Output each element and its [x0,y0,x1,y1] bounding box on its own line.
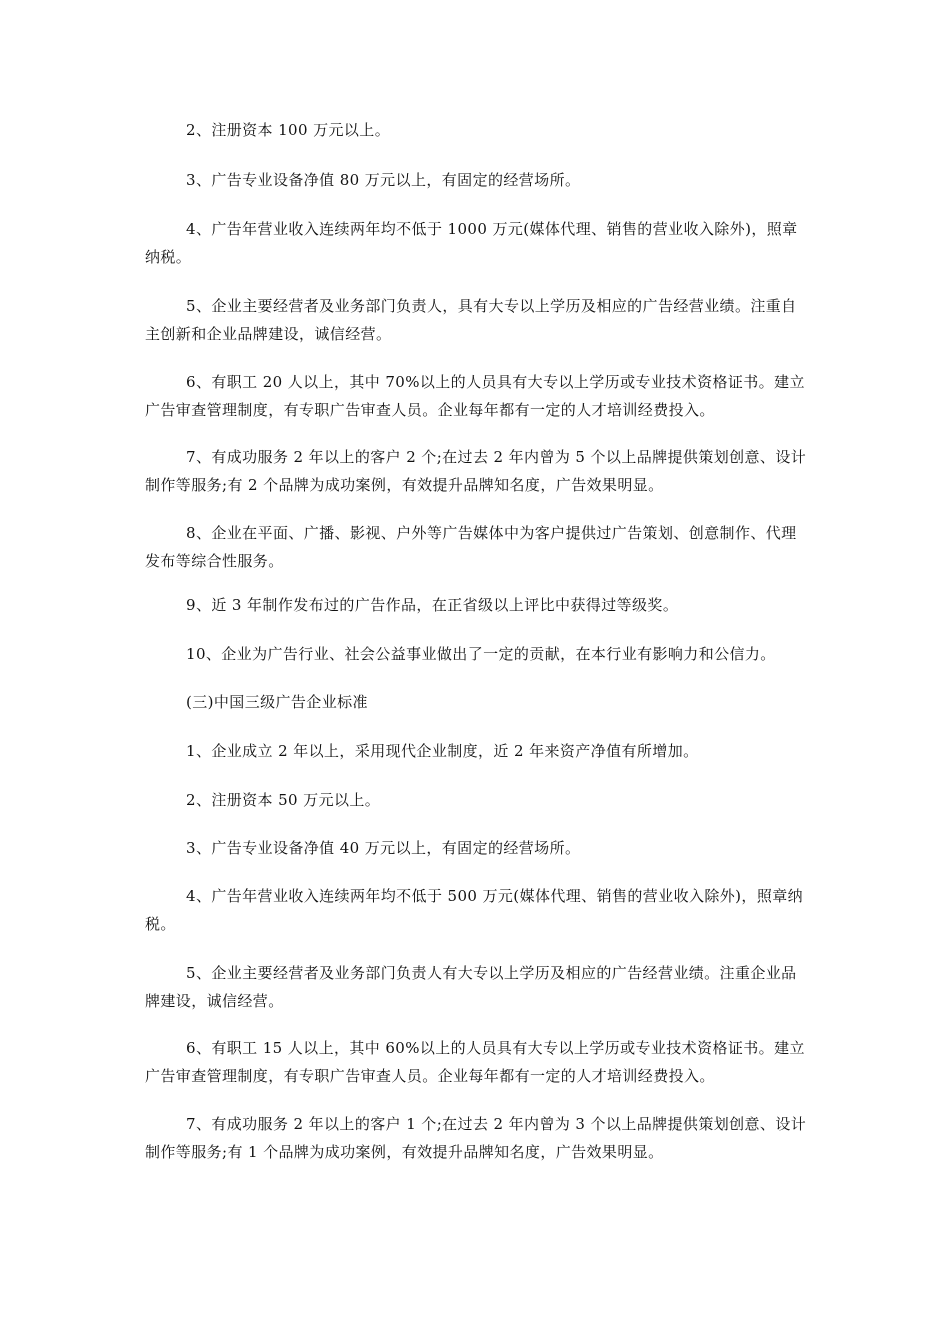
paragraph-item-6-staff-level-3: 6、有职工 15 人以上，其中 60%以上的人员具有大专以上学历或专业技术资格证书。建立广告审查管理制度，有专职广告审查人员。企业每年都有一定的人才培训经费投入。 [145,1039,805,1085]
paragraph-item-5-management: 5、企业主要经营者及业务部门负责人，具有大专以上学历及相应的广告经营业绩。注重自主创新和企业品牌建设，诚信经营。 [145,297,797,343]
paragraph-item-7-clients: 7、有成功服务 2 年以上的客户 2 个;在过去 2 年内曾为 5 个以上品牌提供策划创意、设计制作等服务;有 2 个品牌为成功案例，有效提升品牌知名度，广告效果明显。 [145,448,807,494]
paragraph-item-9-awards: 9、近 3 年制作发布过的广告作品，在正省级以上评比中获得过等级奖。 [186,596,679,614]
paragraph-item-4-revenue-level-3: 4、广告年营业收入连续两年均不低于 500 万元(媒体代理、销售的营业收入除外)，照章纳税。 [145,887,804,933]
paragraph-item-3-equipment: 3、广告专业设备净值 80 万元以上，有固定的经营场所。 [186,171,581,189]
paragraph-item-3-equipment-level-3: 3、广告专业设备净值 40 万元以上，有固定的经营场所。 [186,839,581,857]
paragraph-item-6-staff: 6、有职工 20 人以上，其中 70%以上的人员具有大专以上学历或专业技术资格证书。建立广告审查管理制度，有专职广告审查人员。企业每年都有一定的人才培训经费投入。 [145,373,805,419]
section-heading-level-3: (三)中国三级广告企业标准 [186,693,368,711]
paragraph-item-8-services: 8、企业在平面、广播、影视、户外等广告媒体中为客户提供过广告策划、创意制作、代理发布等综合性服务。 [145,524,797,570]
paragraph-item-1-establishment: 1、企业成立 2 年以上，采用现代企业制度，近 2 年来资产净值有所增加。 [186,742,699,760]
paragraph-item-2-capital-level-3: 2、注册资本 50 万元以上。 [186,791,381,809]
paragraph-item-10-contribution: 10、企业为广告行业、社会公益事业做出了一定的贡献，在本行业有影响力和公信力。 [186,645,776,663]
paragraph-item-4-revenue: 4、广告年营业收入连续两年均不低于 1000 万元(媒体代理、销售的营业收入除外)，照章纳税。 [145,220,798,266]
paragraph-item-5-management-level-3: 5、企业主要经营者及业务部门负责人有大专以上学历及相应的广告经营业绩。注重企业品牌建设，诚信经营。 [145,964,797,1010]
paragraph-item-7-clients-level-3: 7、有成功服务 2 年以上的客户 1 个;在过去 2 年内曾为 3 个以上品牌提供策划创意、设计制作等服务;有 1 个品牌为成功案例，有效提升品牌知名度，广告效果明显。 [145,1115,807,1161]
paragraph-item-2-capital: 2、注册资本 100 万元以上。 [186,121,391,139]
